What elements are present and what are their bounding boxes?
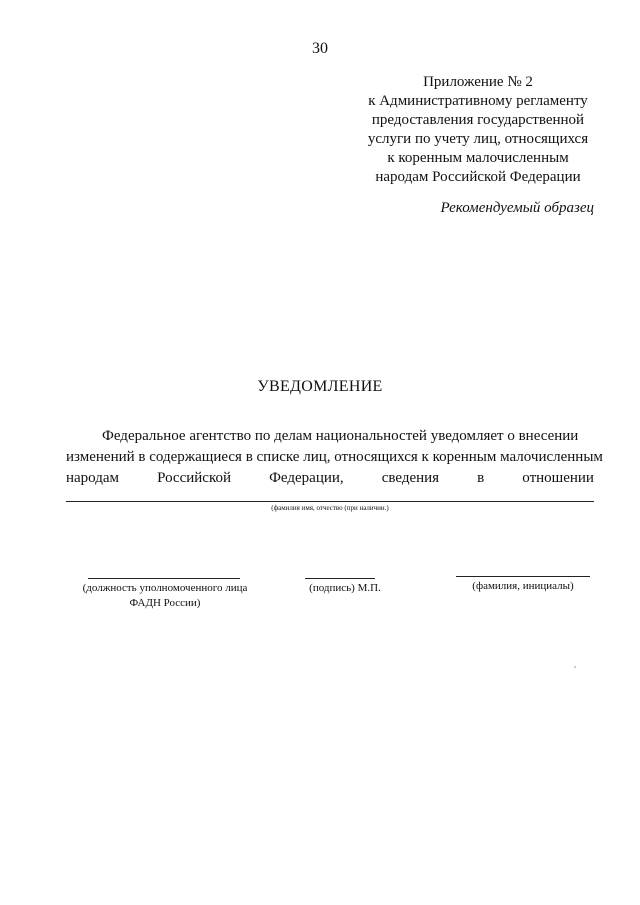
body-word: в (477, 470, 485, 486)
body-word: сведения (381, 470, 440, 486)
fio-caption: (фамилия имя, отчество (при наличии.) (271, 504, 389, 512)
fio-fill-line (66, 501, 594, 502)
appendix-block (348, 73, 608, 187)
position-sign-line (88, 578, 240, 579)
page-number: 30 (312, 40, 328, 57)
appendix-line: предоставления государственной (371, 112, 585, 128)
appendix-line: услуги по учету лиц, относящихся (367, 131, 589, 147)
name-caption: (фамилия, инициалы) (472, 580, 574, 592)
appendix-line: к коренным малочисленным (387, 150, 569, 166)
position-caption-line: ФАДН России) (129, 597, 201, 609)
body-word: отношении (522, 470, 594, 486)
body-line: изменений в содержащиеся в списке лиц, относящихся к коренным малочисленным (66, 449, 603, 465)
position-caption (62, 581, 268, 611)
body-line-justified (66, 468, 594, 489)
notice-body (66, 426, 603, 489)
body-line: Федеральное агентство по делам национальностей уведомляет о внесении (102, 428, 579, 444)
signature-sign-line (305, 578, 375, 579)
appendix-line: к Административному регламенту (368, 93, 588, 109)
scan-speck (574, 666, 576, 668)
body-word: Российской (157, 470, 232, 486)
sample-note: Рекомендуемый образец (440, 200, 594, 216)
body-word: Федерации, (269, 470, 344, 486)
document-title: УВЕДОМЛЕНИЕ (257, 378, 383, 395)
appendix-line: народам Российской Федерации (375, 169, 581, 185)
signature-caption: (подпись) М.П. (309, 582, 381, 594)
name-sign-line (456, 576, 590, 577)
appendix-line: Приложение № 2 (423, 74, 533, 90)
position-caption-line: (должность уполномоченного лица (82, 582, 248, 594)
body-word: народам (66, 470, 120, 486)
